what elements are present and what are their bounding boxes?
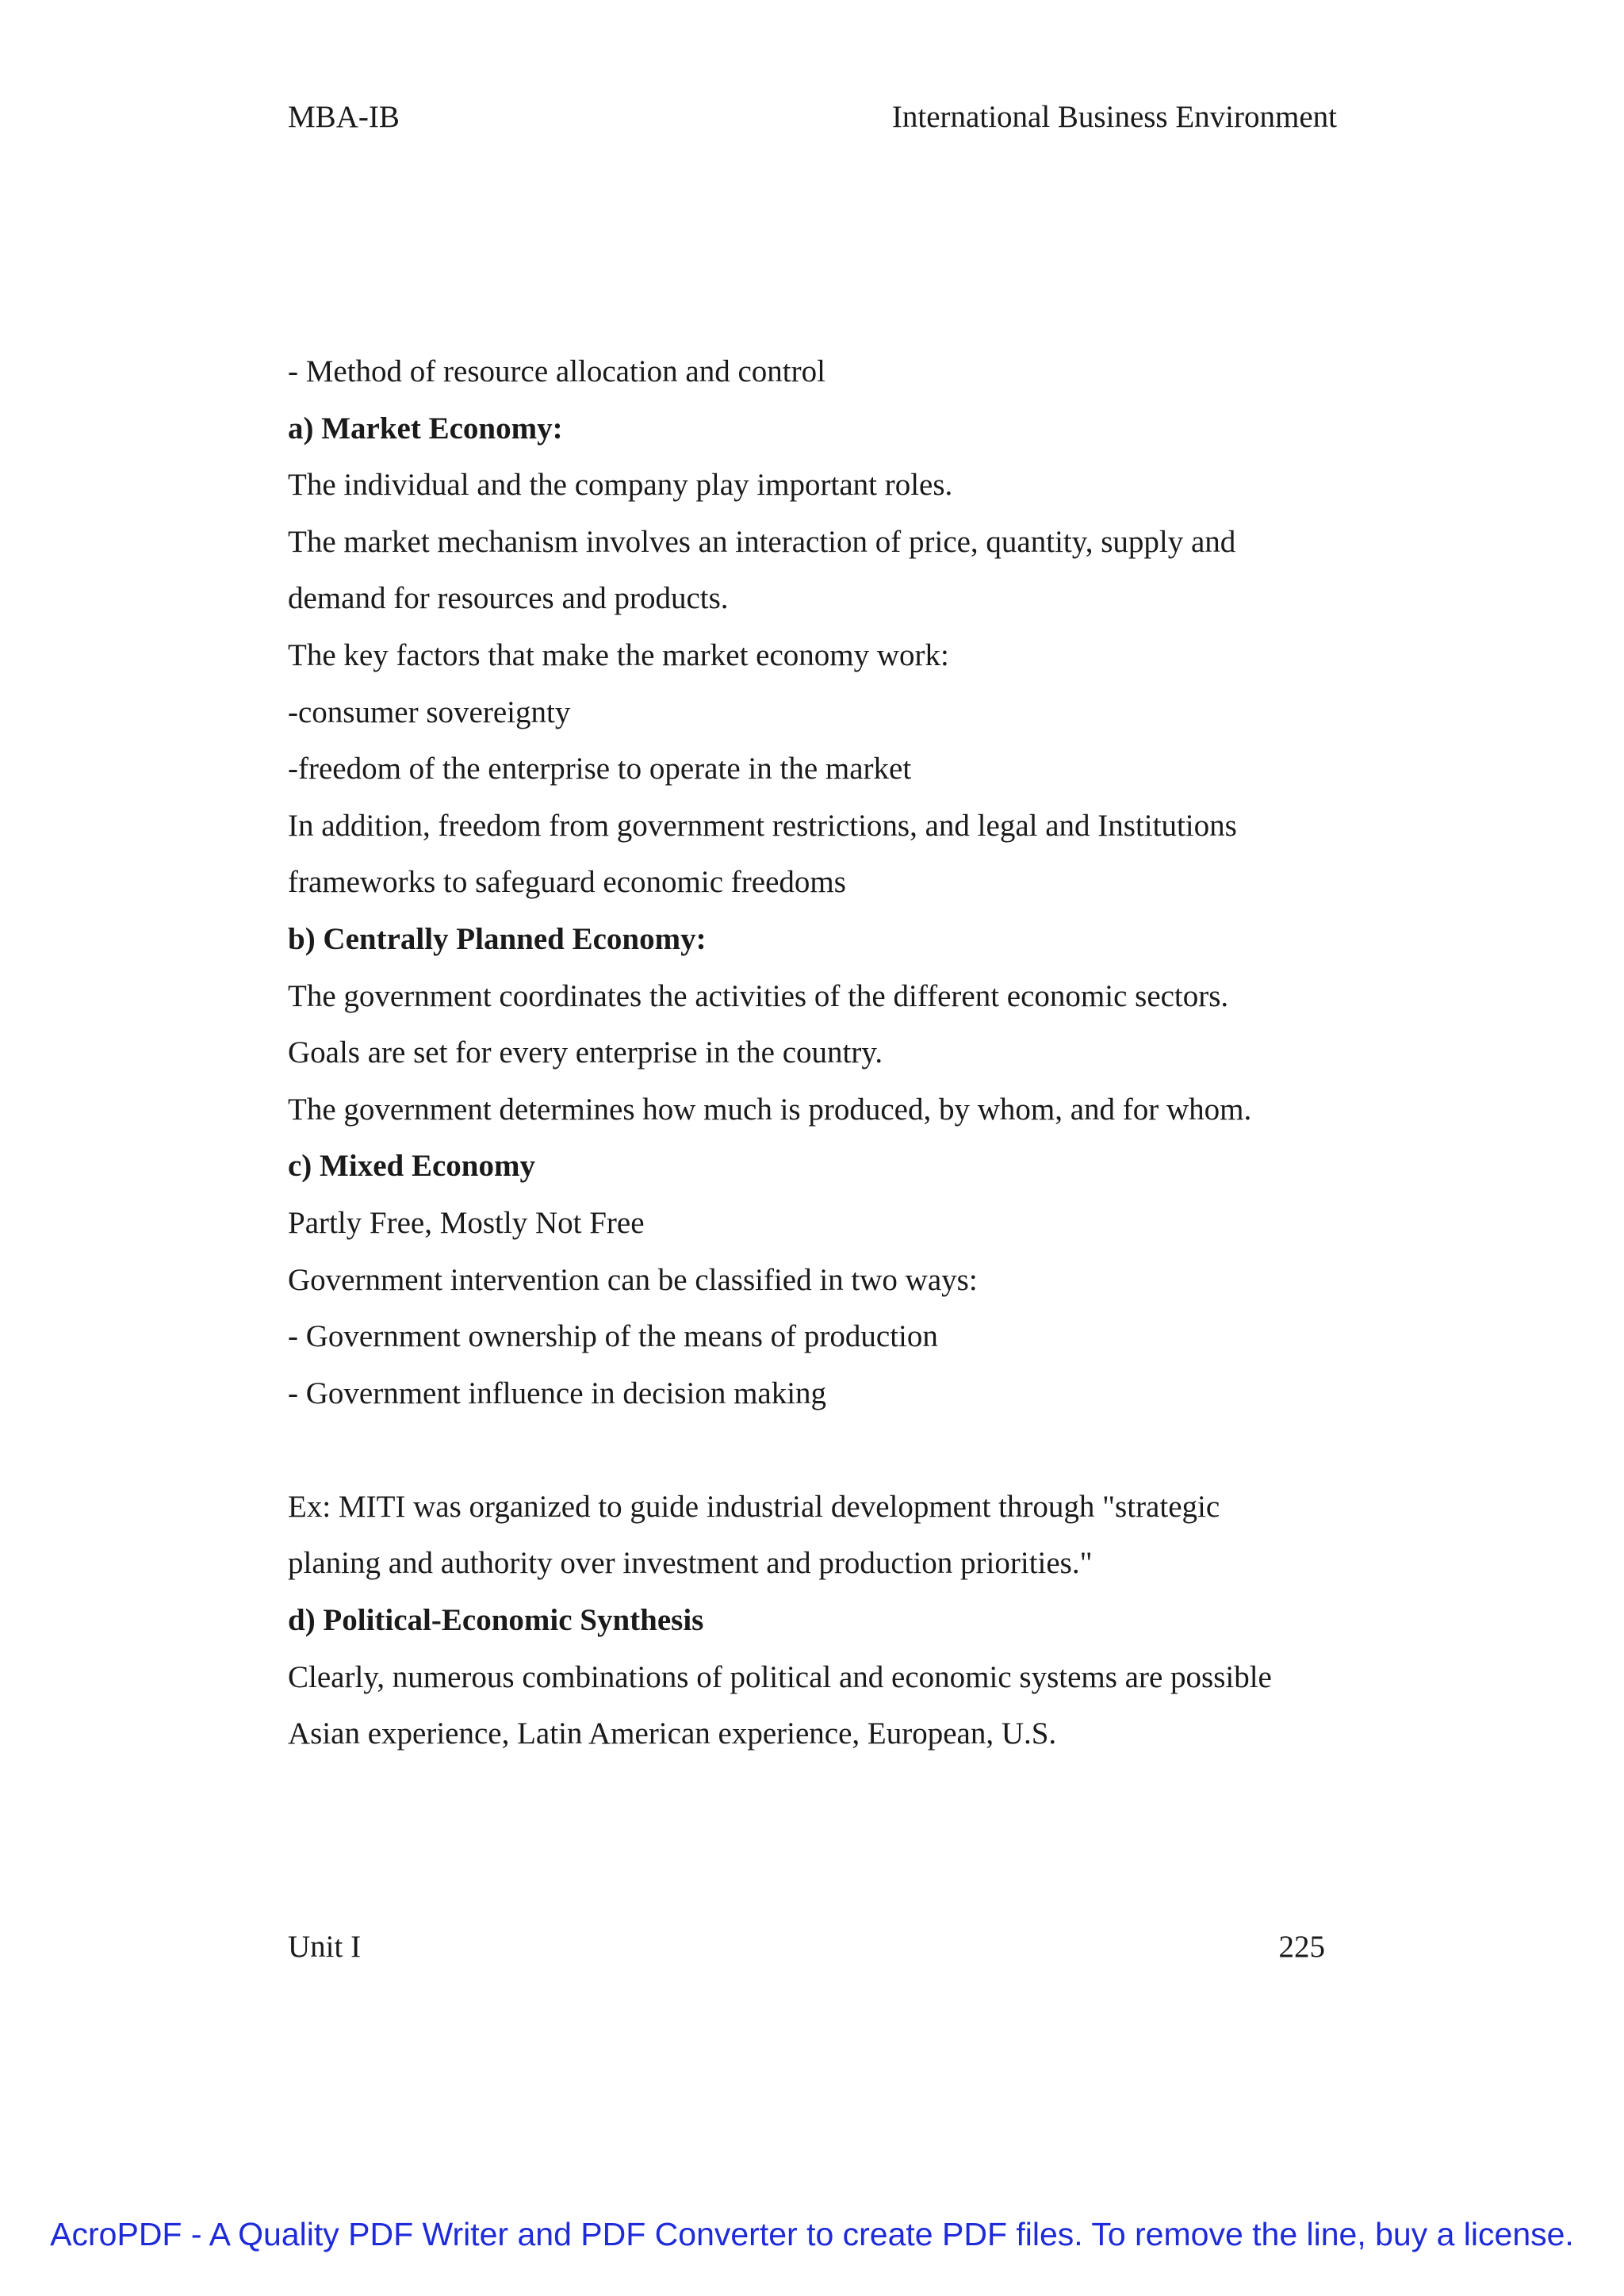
body-line: The individual and the company play important roles. bbox=[288, 468, 953, 503]
body-line: The market mechanism involves an interaction of price, quantity, supply and bbox=[288, 524, 1236, 559]
body-line: - Government influence in decision making bbox=[288, 1376, 827, 1410]
body-line: -consumer sovereignty bbox=[288, 695, 571, 729]
body-line: demand for resources and products. bbox=[288, 581, 729, 616]
section-heading: b) Centrally Planned Economy: bbox=[288, 921, 707, 956]
body-line bbox=[288, 1422, 1398, 1479]
body-line: The key factors that make the market economy work: bbox=[288, 637, 949, 672]
section-heading: c) Mixed Economy bbox=[288, 1149, 535, 1184]
page-number: 225 bbox=[1278, 1930, 1325, 1964]
body-line: planing and authority over investment and production priorities." bbox=[288, 1546, 1093, 1581]
footer-unit-label: Unit I bbox=[288, 1930, 362, 1964]
body-line: Goals are set for every enterprise in the country. bbox=[288, 1035, 883, 1070]
header-left-title: MBA-IB bbox=[288, 100, 400, 134]
body-line: - Government ownership of the means of production bbox=[288, 1319, 938, 1354]
body-line: Ex: MITI was organized to guide industrial development through "strategic bbox=[288, 1489, 1220, 1524]
body-line: frameworks to safeguard economic freedoms bbox=[288, 865, 846, 900]
body-line: - Method of resource allocation and control bbox=[288, 354, 825, 388]
body-line: Partly Free, Mostly Not Free bbox=[288, 1205, 645, 1240]
body-line: -freedom of the enterprise to operate in the market bbox=[288, 752, 912, 786]
body-line: In addition, freedom from government restrictions, and legal and Institutions bbox=[288, 808, 1237, 843]
acropdf-watermark[interactable]: AcroPDF - A Quality PDF Writer and PDF Converter to create PDF files. To remove the line, buy a license. bbox=[50, 2216, 1574, 2252]
page-body bbox=[288, 343, 1398, 1762]
header-right-title: International Business Environment bbox=[891, 100, 1337, 134]
body-line: Clearly, numerous combinations of political and economic systems are possible bbox=[288, 1659, 1272, 1694]
body-line: The government coordinates the activities of the different economic sectors. bbox=[288, 978, 1229, 1013]
body-line: Government intervention can be classified in two ways: bbox=[288, 1262, 978, 1297]
section-heading: a) Market Economy: bbox=[288, 411, 563, 446]
body-line: Asian experience, Latin American experience, European, U.S. bbox=[288, 1716, 1057, 1751]
section-heading: d) Political-Economic Synthesis bbox=[288, 1603, 704, 1638]
body-line: The government determines how much is produced, by whom, and for whom. bbox=[288, 1092, 1252, 1127]
